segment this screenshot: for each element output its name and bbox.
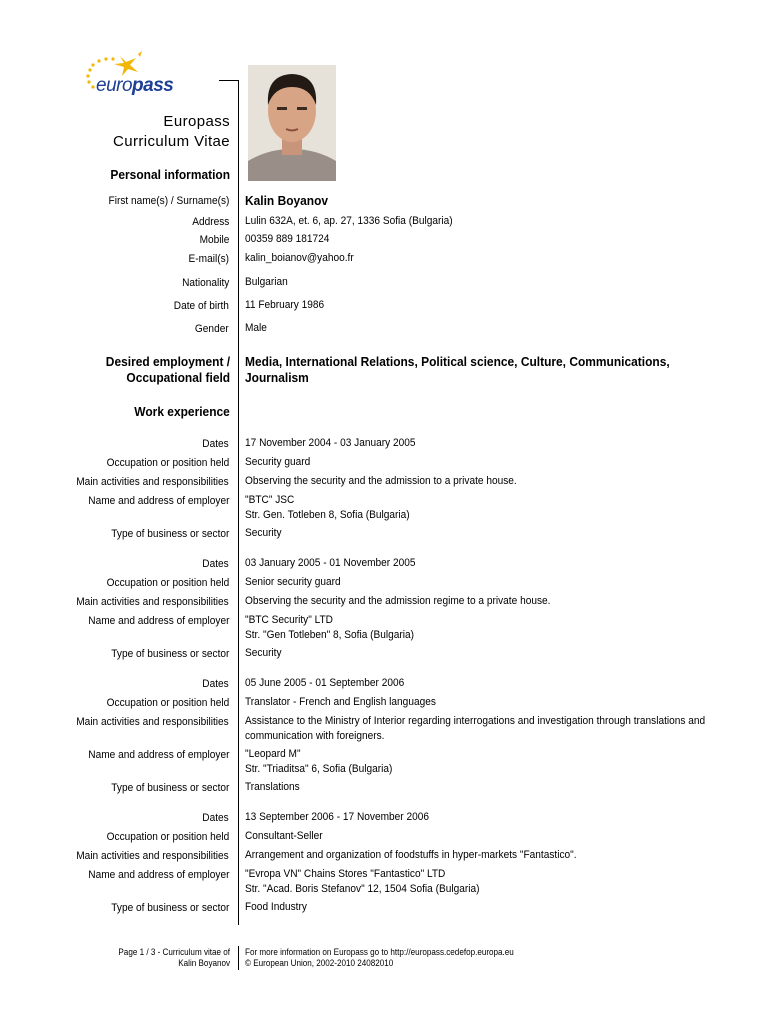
work-4-activities-label: Main activities and responsibilities [76, 850, 229, 862]
email-value[interactable]: kalin_boianov@yahoo.fr [245, 252, 354, 264]
work-4-dates-label: Dates [202, 812, 229, 824]
work-4-sector-label: Type of business or sector [110, 902, 229, 914]
work-1-activities: Observing the security and the admission to a private house. [245, 475, 517, 487]
work-3-activities: Assistance to the Ministry of Interior regarding interrogations and investigation through translations and communication with foreigners. [245, 715, 706, 742]
work-1-sector: Security [245, 527, 282, 539]
work-1-dates-label: Dates [202, 438, 229, 450]
work-3-dates: 05 June 2005 - 01 September 2006 [245, 677, 405, 689]
work-2-employer-address: Str. "Gen Totleben" 8, Sofia (Bulgaria) [245, 629, 415, 641]
work-1-employer-address: Str. Gen. Totleben 8, Sofia (Bulgaria) [245, 509, 410, 521]
work-1-employer-name: "BTC" JSC [245, 494, 295, 506]
work-4-employer-label: Name and address of employer [87, 869, 229, 881]
work-2-occupation-label: Occupation or position held [106, 577, 229, 589]
work-3-sector-label: Type of business or sector [110, 782, 229, 794]
work-2-dates-label: Dates [202, 558, 229, 570]
desired-employment-label: Desired employment / Occupational field [105, 354, 230, 385]
vertical-divider [238, 80, 239, 925]
personal-info-heading: Personal information [110, 167, 230, 182]
gender-value: Male [245, 322, 267, 334]
mobile-value: 00359 889 181724 [245, 233, 330, 245]
address-label: Address [191, 216, 229, 228]
work-experience-heading: Work experience [134, 404, 230, 419]
footer-info [245, 947, 514, 969]
footer-copyright: © European Union, 2002-2010 24082010 [245, 958, 394, 968]
work-2-occupation: Senior security guard [245, 576, 341, 588]
europass-logo [80, 48, 180, 104]
gender-label: Gender [195, 323, 229, 335]
dob-label: Date of birth [173, 300, 229, 312]
desired-employment-value: Media, International Relations, Political science, Culture, Communications, Journalism [245, 354, 670, 385]
work-1-occupation-label: Occupation or position held [106, 457, 229, 469]
work-4-activities: Arrangement and organization of foodstuffs in hyper-markets "Fantastico". [245, 849, 577, 861]
document-title: Europass Curriculum Vitae [113, 113, 230, 150]
work-4-dates: 13 September 2006 - 17 November 2006 [245, 811, 429, 823]
profile-photo [248, 65, 336, 181]
name-label: First name(s) / Surname(s) [108, 195, 229, 207]
work-1-dates: 17 November 2004 - 03 January 2005 [245, 437, 416, 449]
work-3-sector: Translations [245, 781, 300, 793]
footer-page-info: Page 1 / 3 - Curriculum vitae of Kalin Boyanov [118, 947, 230, 968]
work-2-activities: Observing the security and the admission regime to a private house. [245, 595, 551, 607]
work-3-dates-label: Dates [202, 678, 229, 690]
address-value: Lulin 632A, et. 6, ap. 27, 1336 Sofia (Bulgaria) [245, 215, 453, 227]
work-2-employer-name: "BTC Security" LTD [245, 614, 333, 626]
work-1-sector-label: Type of business or sector [110, 528, 229, 540]
work-4-occupation: Consultant-Seller [245, 830, 323, 842]
work-3-employer-label: Name and address of employer [87, 749, 229, 761]
mobile-label: Mobile [199, 234, 229, 246]
europass-wordmark: europass [96, 75, 174, 96]
work-2-employer-label: Name and address of employer [87, 615, 229, 627]
work-2-activities-label: Main activities and responsibilities [76, 596, 229, 608]
dob-value: 11 February 1986 [245, 299, 325, 311]
work-3-occupation-label: Occupation or position held [106, 697, 229, 709]
name-value: Kalin Boyanov [245, 193, 329, 208]
email-label: E-mail(s) [188, 253, 229, 265]
work-4-occupation-label: Occupation or position held [106, 831, 229, 843]
work-1-occupation: Security guard [245, 456, 311, 468]
footer-europass-link[interactable]: For more information on Europass go to http://europass.cedefop.europa.eu [245, 947, 514, 957]
work-2-sector: Security [245, 647, 282, 659]
work-3-employer-name: "Leopard M" [245, 748, 301, 760]
work-4-employer-name: "Evropa VN" Chains Stores "Fantastico" LTD [245, 868, 446, 880]
top-tick-rule [219, 80, 238, 81]
footer-divider [238, 946, 239, 970]
nationality-value: Bulgarian [245, 276, 288, 288]
work-2-sector-label: Type of business or sector [110, 648, 229, 660]
work-4-sector: Food Industry [245, 901, 307, 913]
work-1-activities-label: Main activities and responsibilities [76, 476, 229, 488]
nationality-label: Nationality [181, 277, 229, 289]
work-3-occupation: Translator - French and English languages [245, 696, 436, 708]
work-1-employer-label: Name and address of employer [87, 495, 229, 507]
work-3-activities-label: Main activities and responsibilities [76, 716, 229, 728]
work-2-dates: 03 January 2005 - 01 November 2005 [245, 557, 416, 569]
work-3-employer-address: Str. "Triaditsa" 6, Sofia (Bulgaria) [245, 763, 393, 775]
work-4-employer-address: Str. "Acad. Boris Stefanov" 12, 1504 Sofia (Bulgaria) [245, 883, 480, 895]
